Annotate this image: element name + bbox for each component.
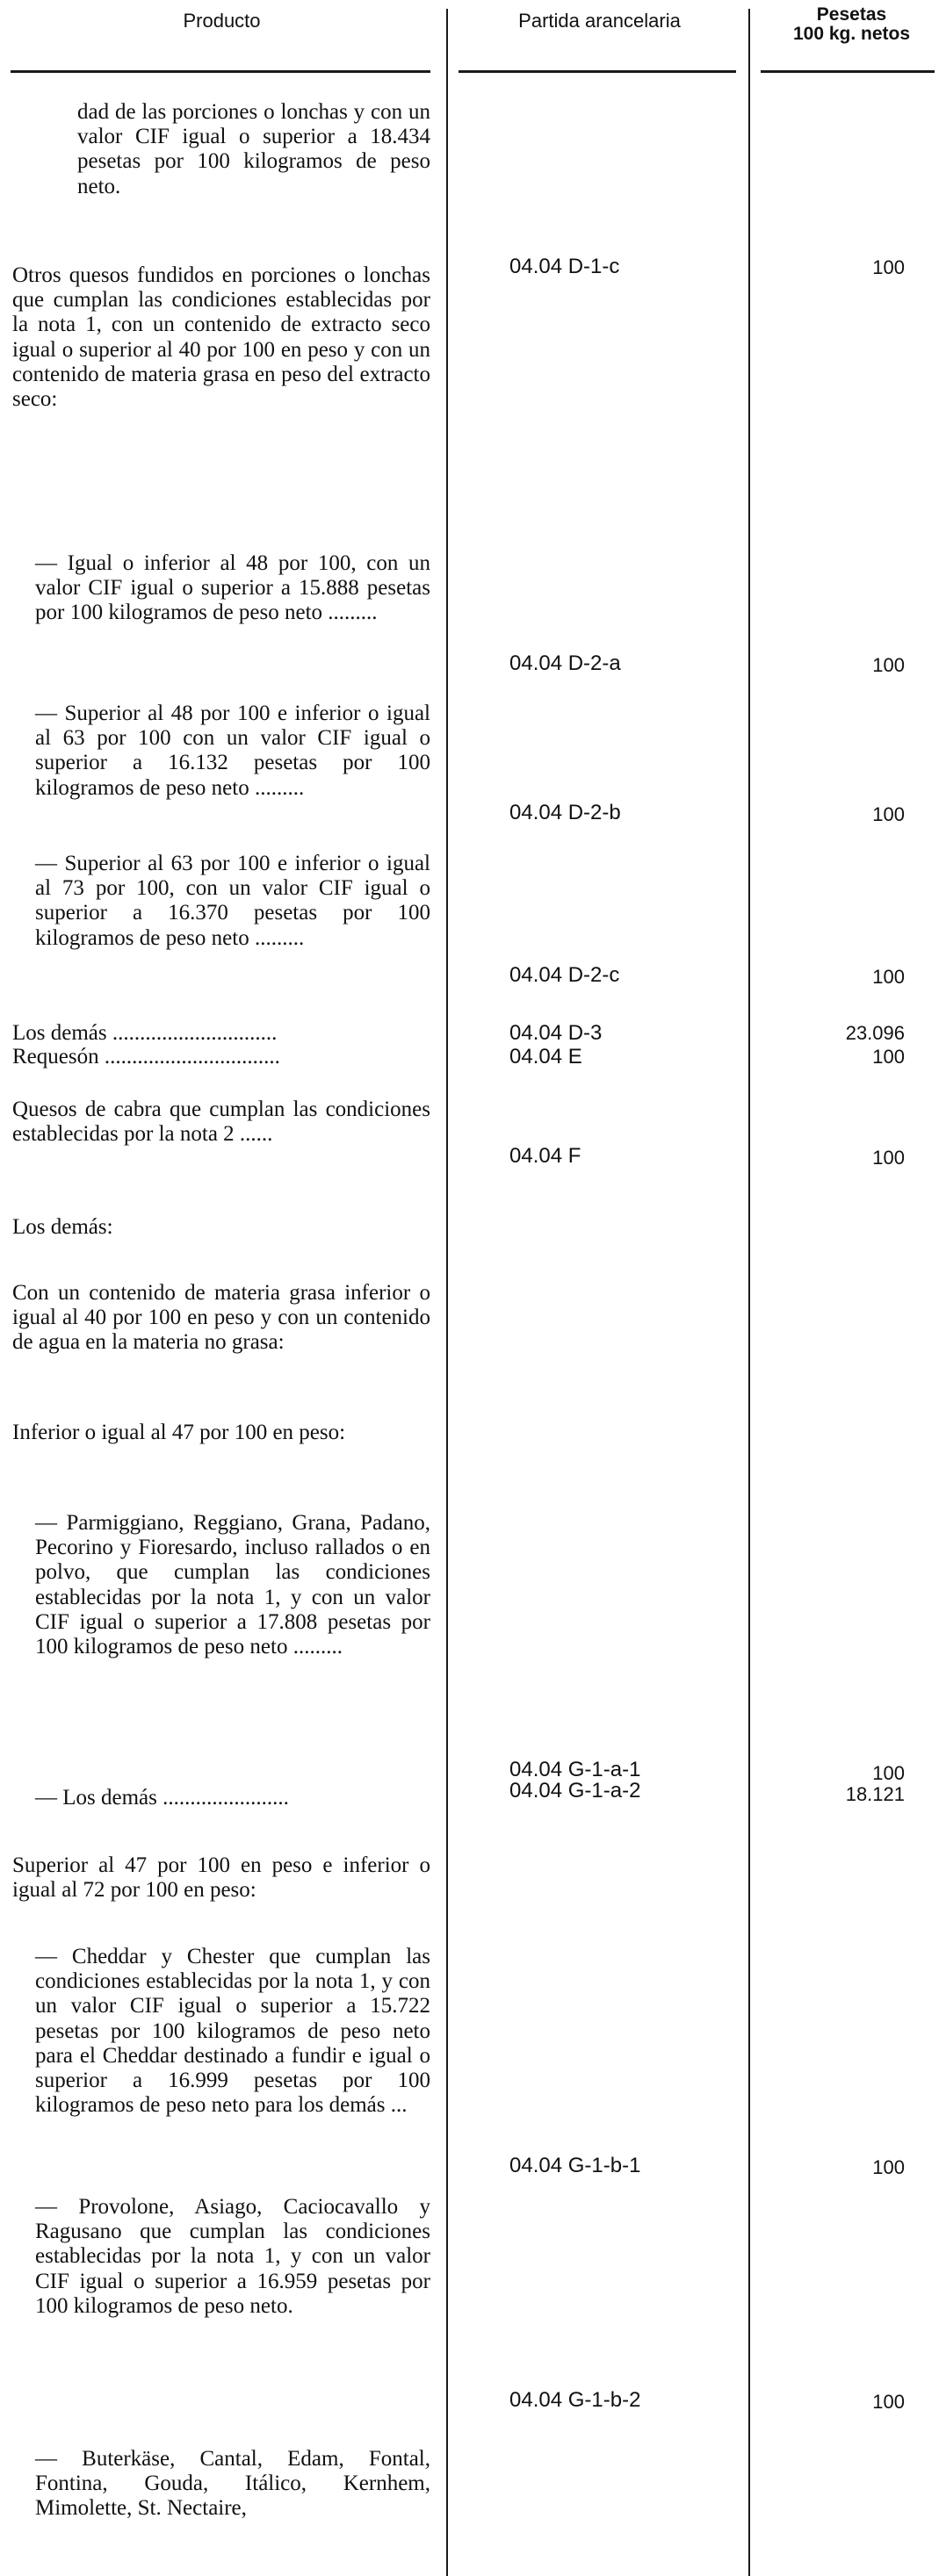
tariff-code: 04.04 D-3 — [509, 1021, 603, 1045]
column-header-pesetas-line1: Pesetas — [816, 4, 887, 25]
duty-value: 100 — [872, 803, 905, 825]
product-text: Los demás .............................. — [12, 1021, 278, 1045]
duty-value: 100 — [872, 654, 905, 676]
duty-value: 100 — [872, 2391, 905, 2413]
product-text: — Igual o inferior al 48 por 100, con un valor CIF igual o superior a 15.888 pesetas por 100 kilogramos de peso neto ......... — [35, 551, 430, 625]
header-rule-pesetas — [761, 70, 935, 73]
product-text: — Superior al 63 por 100 e inferior o igual al 73 por 100, con un valor CIF igual o superior a 16.370 pesetas por 100 kilogramos de peso neto ......... — [35, 852, 430, 950]
product-text: — Cheddar y Chester que cumplan las condiciones establecidas por la nota 1, y con un valor CIF igual o superior a 15.722 pesetas por 100 kilogramos de peso neto para el Cheddar destinado a fundir e igual o superior a 16.999 pesetas por 100 kilogramos de peso neto para los demás ... — [35, 1945, 430, 2118]
product-text: — Superior al 48 por 100 e inferior o igual al 63 por 100 con un valor CIF igual o superior a 16.132 pesetas por 100 kilogramos de peso neto ......... — [35, 702, 430, 800]
product-text: — Parmiggiano, Reggiano, Grana, Padano, Pecorino y Fioresardo, incluso rallados o en polvo, que cumplan las condiciones establecidas por la nota 1, y con un valor CIF igual o superior a 17.808 pesetas por 100 kilogramos de peso neto ......... — [35, 1511, 430, 1659]
tariff-code: 04.04 D-2-c — [509, 963, 620, 987]
duty-value: 100 — [872, 1046, 905, 1068]
column-header-pesetas — [757, 5, 946, 44]
product-text: Los demás: — [12, 1215, 113, 1239]
tariff-code: 04.04 E — [509, 1045, 582, 1069]
duty-value: 23.096 — [845, 1022, 905, 1044]
product-text: Otros quesos fundidos en porciones o lonchas que cumplan las condiciones establecidas por la nota 1, con un contenido de extracto seco igual o superior al 40 por 100 en peso y con un contenido de materia grasa en peso del extracto seco: — [12, 263, 430, 412]
tariff-code: 04.04 G-1-a-2 — [509, 1779, 641, 1802]
column-header-producto: Producto — [183, 10, 261, 32]
duty-value: 100 — [872, 1762, 905, 1784]
header-rule-producto — [11, 70, 430, 73]
duty-value: 18.121 — [845, 1783, 905, 1805]
column-header-partida: Partida arancelaria — [518, 10, 681, 32]
tariff-code: 04.04 G-1-b-2 — [509, 2388, 641, 2412]
tariff-code: 04.04 D-2-b — [509, 801, 621, 824]
tariff-code: 04.04 F — [509, 1144, 581, 1168]
tariff-code: 04.04 D-1-c — [509, 255, 620, 278]
product-text: Quesos de cabra que cumplan las condiciones establecidas por la nota 2 ...... — [12, 1097, 430, 1147]
column-divider-right — [748, 9, 750, 2576]
product-text: — Buterkäse, Cantal, Edam, Fontal, Fontina, Gouda, Itálico, Kernhem, Mimolette, St. Nectaire, — [35, 2447, 430, 2521]
duty-value: 100 — [872, 2156, 905, 2178]
tariff-code: 04.04 D-2-a — [509, 651, 621, 675]
tariff-code: 04.04 G-1-a-1 — [509, 1758, 641, 1781]
product-text: Inferior o igual al 47 por 100 en peso: — [12, 1421, 346, 1444]
duty-value: 100 — [872, 966, 905, 988]
tariff-code: 04.04 G-1-b-1 — [509, 2154, 641, 2177]
product-text: — Los demás ....................... — [35, 1786, 289, 1810]
product-text: Con un contenido de materia grasa inferior o igual al 40 por 100 en peso y con un contenido de agua en la materia no grasa: — [12, 1281, 430, 1355]
header-rule-partida — [459, 70, 736, 73]
column-divider-left — [446, 9, 448, 2576]
duty-value: 100 — [872, 256, 905, 278]
product-text: — Provolone, Asiago, Caciocavallo y Ragusano que cumplan las condiciones establecidas por la nota 1, y con un valor CIF igual o superior a 16.959 pesetas por 100 kilogramos de peso neto. — [35, 2195, 430, 2318]
column-header-pesetas-line2: 100 kg. netos — [792, 24, 911, 44]
duty-value: 100 — [872, 1147, 905, 1169]
product-text: Superior al 47 por 100 en peso e inferior o igual al 72 por 100 en peso: — [12, 1853, 430, 1903]
product-text: dad de las porciones o lonchas y con un valor CIF igual o superior a 18.434 pesetas por 100 kilogramos de peso neto. — [77, 100, 430, 198]
product-text: Requesón ................................ — [12, 1045, 280, 1069]
